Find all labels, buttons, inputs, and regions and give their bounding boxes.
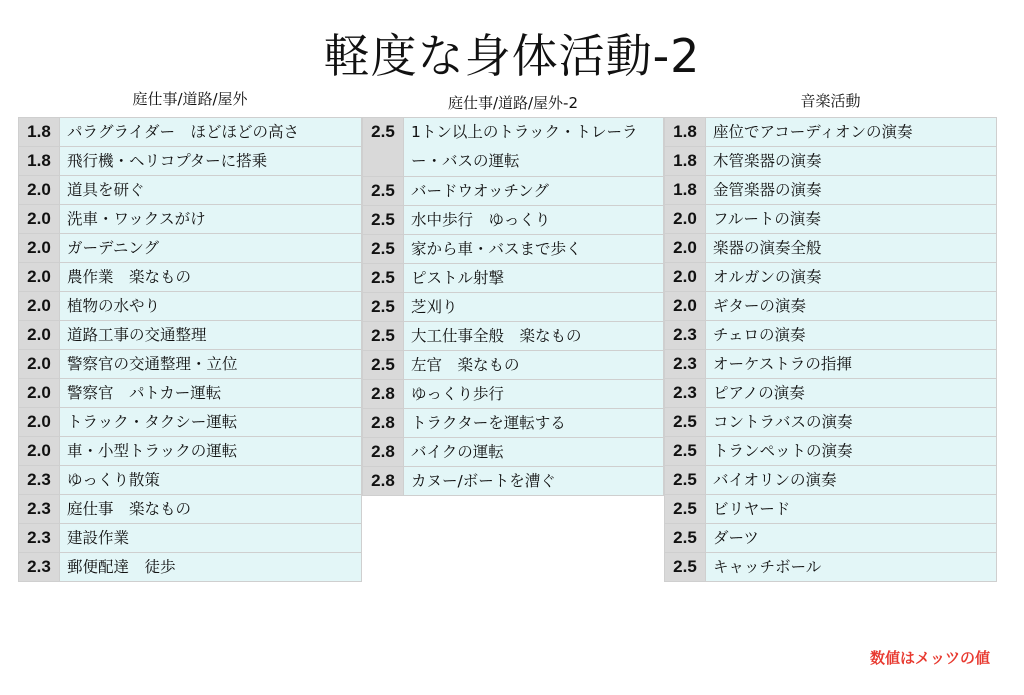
mets-value: 2.0	[19, 408, 60, 437]
table-row	[19, 321, 362, 350]
table-row	[19, 350, 362, 379]
activity-label: オーケストラの指揮	[706, 350, 997, 379]
mets-value: 2.5	[363, 351, 404, 380]
table-row	[665, 292, 997, 321]
mets-value: 2.8	[363, 467, 404, 496]
mets-value: 2.3	[19, 553, 60, 582]
column-heading-music: 音楽活動	[800, 92, 861, 110]
mets-value: 2.0	[665, 263, 706, 292]
table-row	[665, 263, 997, 292]
activity-label: 左官 楽なもの	[404, 351, 664, 380]
table-row	[19, 437, 362, 466]
table-row	[19, 466, 362, 495]
table-row	[363, 467, 664, 496]
table-row	[665, 553, 997, 582]
table-row	[363, 293, 664, 322]
activity-label: 金管楽器の演奏	[706, 176, 997, 205]
mets-value: 2.5	[363, 264, 404, 293]
table-row	[665, 176, 997, 205]
table-row	[665, 437, 997, 466]
table-row	[665, 408, 997, 437]
table-row	[19, 205, 362, 234]
mets-value: 2.5	[363, 235, 404, 264]
activity-label: 警察官 パトカー運転	[60, 379, 362, 408]
mets-value: 2.3	[665, 379, 706, 408]
mets-value: 2.8	[363, 438, 404, 467]
table-row	[363, 380, 664, 409]
mets-value: 2.5	[665, 437, 706, 466]
table-row	[665, 118, 997, 147]
activity-label: 水中歩行 ゆっくり	[404, 206, 664, 235]
table-row	[665, 466, 997, 495]
table-row	[19, 524, 362, 553]
mets-value: 2.0	[665, 234, 706, 263]
activity-label: カヌー/ボートを漕ぐ	[404, 467, 664, 496]
mets-table-garden-road-outdoor	[18, 117, 362, 582]
activity-label: ピストル射撃	[404, 264, 664, 293]
mets-value: 2.0	[665, 292, 706, 321]
mets-value: 2.0	[19, 176, 60, 205]
table-row	[19, 553, 362, 582]
activity-label: ゆっくり散策	[60, 466, 362, 495]
activity-label: 家から車・バスまで歩く	[404, 235, 664, 264]
activity-label: 大工仕事全般 楽なもの	[404, 322, 664, 351]
table-row	[19, 234, 362, 263]
mets-value: 2.5	[363, 118, 404, 177]
mets-value: 2.5	[665, 408, 706, 437]
column-heading-garden-road-outdoor: 庭仕事/道路/屋外	[132, 90, 248, 108]
activity-label: 芝刈り	[404, 293, 664, 322]
activity-label: トラック・タクシー運転	[60, 408, 362, 437]
activity-label: ピアノの演奏	[706, 379, 997, 408]
table-row	[665, 321, 997, 350]
table-row	[665, 147, 997, 176]
activity-label: ビリヤード	[706, 495, 997, 524]
activity-label: フルートの演奏	[706, 205, 997, 234]
page-title: 軽度な身体活動-2	[323, 29, 701, 83]
table-row	[19, 263, 362, 292]
activity-label: バイクの運転	[404, 438, 664, 467]
mets-value: 2.5	[665, 553, 706, 582]
mets-value: 2.5	[665, 524, 706, 553]
table-row	[665, 379, 997, 408]
activity-label: 道路工事の交通整理	[60, 321, 362, 350]
mets-value: 2.0	[19, 234, 60, 263]
activity-label: バイオリンの演奏	[706, 466, 997, 495]
activity-label: トラクターを運転する	[404, 409, 664, 438]
mets-value: 2.0	[19, 350, 60, 379]
mets-value: 2.3	[665, 321, 706, 350]
activity-label: 郵便配達 徒歩	[60, 553, 362, 582]
mets-value: 2.3	[19, 466, 60, 495]
mets-value: 2.0	[665, 205, 706, 234]
table-row	[363, 438, 664, 467]
mets-value: 2.5	[665, 466, 706, 495]
activity-label: 木管楽器の演奏	[706, 147, 997, 176]
mets-value: 2.5	[363, 293, 404, 322]
mets-value: 1.8	[19, 118, 60, 147]
mets-value: 2.0	[19, 292, 60, 321]
mets-table-music	[664, 117, 997, 582]
activity-label: ギターの演奏	[706, 292, 997, 321]
mets-value: 2.3	[19, 495, 60, 524]
mets-value: 2.0	[19, 263, 60, 292]
mets-value: 2.0	[19, 437, 60, 466]
table-row	[363, 264, 664, 293]
mets-value: 2.5	[363, 206, 404, 235]
activity-label: 飛行機・ヘリコプターに搭乗	[60, 147, 362, 176]
activity-label: 警察官の交通整理・立位	[60, 350, 362, 379]
mets-value: 2.5	[665, 495, 706, 524]
mets-value: 2.5	[363, 322, 404, 351]
activity-label: パラグライダー ほどほどの高さ	[60, 118, 362, 147]
table-row	[19, 176, 362, 205]
mets-value: 2.3	[19, 524, 60, 553]
table-row	[19, 379, 362, 408]
mets-value: 1.8	[665, 118, 706, 147]
activity-label: ガーデニング	[60, 234, 362, 263]
table-row	[363, 409, 664, 438]
activity-label: キャッチボール	[706, 553, 997, 582]
mets-table-garden-road-outdoor-2	[362, 117, 664, 496]
table-row	[363, 351, 664, 380]
mets-value: 1.8	[665, 147, 706, 176]
table-row	[363, 322, 664, 351]
table-row	[363, 118, 664, 177]
activity-label: 車・小型トラックの運転	[60, 437, 362, 466]
table-row	[363, 177, 664, 206]
table-row	[19, 292, 362, 321]
activity-label: ダーツ	[706, 524, 997, 553]
table-row	[19, 408, 362, 437]
activity-label: 道具を研ぐ	[60, 176, 362, 205]
column-heading-garden-road-outdoor-2: 庭仕事/道路/屋外-2	[447, 94, 579, 112]
mets-value: 2.5	[363, 177, 404, 206]
activity-label: オルガンの演奏	[706, 263, 997, 292]
table-row	[19, 495, 362, 524]
activity-label: トランペットの演奏	[706, 437, 997, 466]
table-row	[19, 118, 362, 147]
activity-label: バードウオッチング	[404, 177, 664, 206]
table-row	[665, 205, 997, 234]
mets-value: 2.0	[19, 205, 60, 234]
activity-label: コントラバスの演奏	[706, 408, 997, 437]
activity-label: 座位でアコーディオンの演奏	[706, 118, 997, 147]
table-row	[665, 350, 997, 379]
activity-label: 1トン以上のトラック・トレーラー・バスの運転	[404, 118, 664, 177]
mets-value: 2.0	[19, 321, 60, 350]
activity-label: チェロの演奏	[706, 321, 997, 350]
activity-label: ゆっくり歩行	[404, 380, 664, 409]
mets-value: 2.8	[363, 409, 404, 438]
table-row	[19, 147, 362, 176]
table-row	[363, 235, 664, 264]
mets-value: 2.3	[665, 350, 706, 379]
activity-label: 楽器の演奏全般	[706, 234, 997, 263]
table-row	[665, 495, 997, 524]
activity-label: 植物の水やり	[60, 292, 362, 321]
activity-label: 庭仕事 楽なもの	[60, 495, 362, 524]
mets-value: 2.0	[19, 379, 60, 408]
mets-value: 1.8	[665, 176, 706, 205]
mets-value: 1.8	[19, 147, 60, 176]
table-row	[665, 234, 997, 263]
mets-value: 2.8	[363, 380, 404, 409]
activity-label: 農作業 楽なもの	[60, 263, 362, 292]
activity-label: 洗車・ワックスがけ	[60, 205, 362, 234]
table-row	[363, 206, 664, 235]
activity-label: 建設作業	[60, 524, 362, 553]
table-row	[665, 524, 997, 553]
mets-note: 数値はメッツの値	[869, 649, 990, 667]
